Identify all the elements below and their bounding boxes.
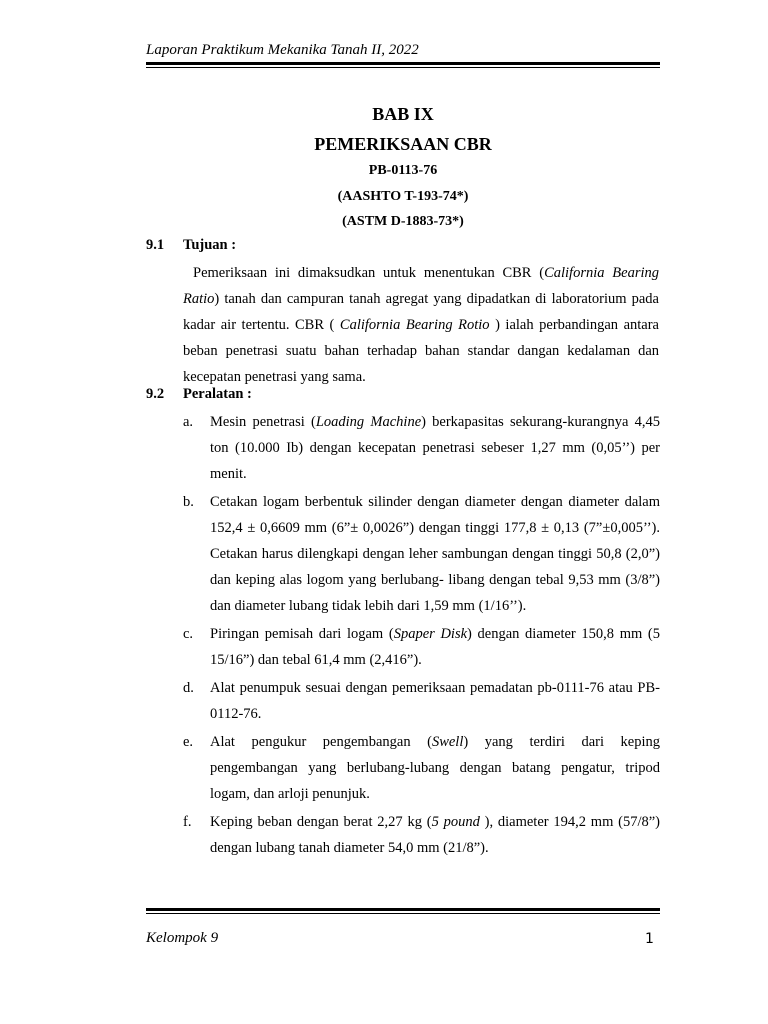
list-item — [183, 621, 660, 673]
header-rule-thick — [146, 62, 660, 65]
item-italic-term: Swell — [431, 734, 464, 750]
section-title-peralatan: Peralatan : — [183, 386, 252, 402]
item-text: ) dengan diameter 150,8 mm (5 15/16”) dan tebal 61,4 mm (2,416”). — [210, 626, 660, 668]
header-rule-thin — [146, 67, 660, 68]
list-marker: f. — [183, 814, 192, 830]
list-marker: c. — [183, 626, 194, 642]
section-number-9-1: 9.1 — [146, 237, 165, 253]
chapter-title: PEMERIKSAAN CBR — [314, 134, 492, 154]
para-italic-term: California Bearing Ratio — [183, 265, 659, 307]
chapter-heading: BAB IX — [372, 104, 434, 124]
list-marker: d. — [183, 680, 194, 696]
item-italic-term: Loading Machine — [315, 414, 422, 430]
para-text: ) tanah dan campuran tanah agregat yang dipadatkan di laboratorium pada kadar air tertentu. CBR ( — [183, 291, 659, 333]
list-item — [183, 489, 660, 619]
section-number-9-2: 9.2 — [146, 386, 165, 402]
list-item — [183, 809, 660, 861]
para-italic-term: California Bearing Rotio — [339, 317, 490, 333]
item-text: Keping beban dengan berat 2,27 kg ( — [210, 814, 432, 830]
item-text: Piringan pemisah dari logam ( — [210, 626, 394, 642]
section-title-tujuan: Tujuan : — [183, 237, 237, 253]
list-marker: b. — [183, 494, 194, 510]
footer-rule-thick — [146, 908, 660, 911]
list-item — [183, 409, 660, 487]
para-text: Pemeriksaan ini dimaksudkan untuk menentukan CBR ( — [193, 265, 545, 281]
list-item — [183, 729, 660, 807]
item-text: Alat penumpuk sesuai dengan pemeriksaan pemadatan pb-0111-76 atau PB-0112-76. — [210, 680, 660, 722]
tujuan-paragraph — [183, 260, 659, 390]
footer-group-label: Kelompok 9 — [146, 930, 219, 946]
item-text: Alat pengukur pengembangan ( — [210, 734, 432, 750]
astm-code: (ASTM D-1883-73*) — [342, 214, 464, 229]
aashto-code: (AASHTO T-193-74*) — [337, 189, 469, 204]
item-text: ), diameter 194,2 mm (57/8”) dengan lubang tanah diameter 54,0 mm (21/8”). — [210, 814, 661, 856]
item-text: Cetakan logam berbentuk silinder dengan diameter dengan diameter dalam 152,4 ± 0,6609 mm (6”± 0,0026”) dengan tinggi 177,8 ± 0,13 (7”±0,005’’). Cetakan harus dilengkapi dengan leher sambungan dengan tinggi 50,8 (2,0”) dan keping alas logom yang berlubang- libang dengan tebal 9,53 mm (3/8”) dan diameter lubang tidak lebih dari 1,59 mm (1/16’’). — [210, 494, 660, 614]
item-text: Mesin penetrasi ( — [210, 414, 316, 430]
item-text: ) yang terdiri dari keping pengembangan yang berlubang-lubang dengan batang pengatur, tripod logam, dan arloji penunjuk. — [210, 734, 660, 802]
item-italic-term: Spaper Disk — [393, 626, 468, 642]
list-item — [183, 675, 660, 727]
item-italic-term: 5 pound — [431, 814, 480, 830]
footer-rule-thin — [146, 913, 660, 914]
equipment-list — [183, 409, 660, 861]
standard-code: PB-0113-76 — [368, 163, 438, 178]
item-text: ) berkapasitas sekurang-kurangnya 4,45 ton (10.000 Ib) dengan kecepatan penetrasi sebeser 1,27 mm (0,05’’) per menit. — [210, 414, 660, 482]
list-marker: e. — [183, 734, 194, 750]
para-text: ) ialah perbandingan antara beban penetrasi suatu bahan terhadap bahan standar dangan kedalaman dan kecepatan penetrasi yang sama. — [183, 317, 659, 385]
page-number: 1 — [645, 931, 654, 947]
list-marker: a. — [183, 414, 194, 430]
running-header: Laporan Praktikum Mekanika Tanah II, 2022 — [146, 42, 419, 58]
